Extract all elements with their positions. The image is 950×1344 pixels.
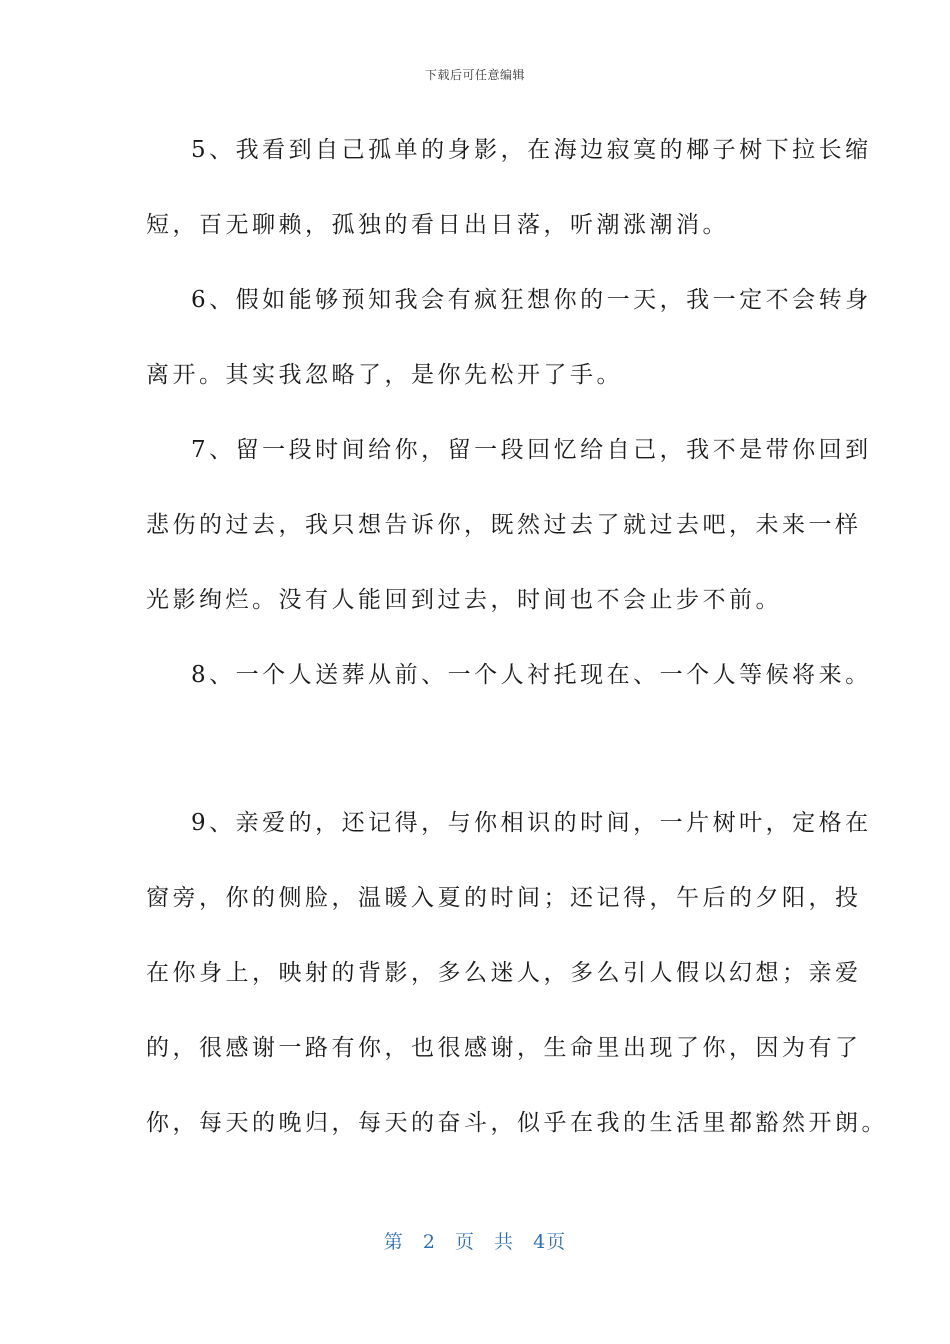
- page-footer: [0, 1227, 950, 1254]
- paragraph-9-line-5: 你，每天的晚归，每天的奋斗，似乎在我的生活里都豁然开朗。: [146, 1110, 888, 1136]
- paragraph-6-line-1: 6、假如能够预知我会有疯狂想你的一天，我一定不会转身: [191, 287, 872, 313]
- footer-ye: 页: [454, 1231, 475, 1253]
- paragraph-8-line-1: 8、一个人送葬从前、一个人衬托现在、一个人等候将来。: [191, 662, 872, 688]
- paragraph-5-line-2: 短，百无聊赖，孤独的看日出日落，听潮涨潮消。: [146, 212, 729, 238]
- paragraph-7-line-3: 光影绚烂。没有人能回到过去，时间也不会止步不前。: [146, 587, 782, 613]
- footer-gong: 共: [494, 1231, 515, 1253]
- paragraph-9-line-4: 的，很感谢一路有你，也很感谢，生命里出现了你，因为有了: [146, 1035, 862, 1061]
- paragraph-9-line-3: 在你身上，映射的背影，多么迷人，多么引人假以幻想；亲爱: [146, 960, 862, 986]
- paragraph-7-line-1: 7、留一段时间给你，留一段回忆给自己，我不是带你回到: [191, 437, 872, 463]
- paragraph-6-line-2: 离开。其实我忽略了，是你先松开了手。: [146, 362, 623, 388]
- paragraph-7-line-2: 悲伤的过去，我只想告诉你，既然过去了就过去吧，未来一样: [146, 512, 862, 538]
- paragraph-9-line-2: 窗旁，你的侧脸，温暖入夏的时间；还记得，午后的夕阳，投: [146, 885, 862, 911]
- page-header: 下载后可任意编辑: [424, 68, 525, 82]
- paragraph-5-line-1: 5、我看到自己孤单的身影，在海边寂寞的椰子树下拉长缩: [191, 137, 872, 163]
- footer-total-pages: 4页: [533, 1231, 567, 1253]
- footer-di: 第: [383, 1231, 404, 1253]
- footer-page-number: 2: [422, 1231, 436, 1253]
- paragraph-9-line-1: 9、亲爱的，还记得，与你相识的时间，一片树叶，定格在: [191, 810, 872, 836]
